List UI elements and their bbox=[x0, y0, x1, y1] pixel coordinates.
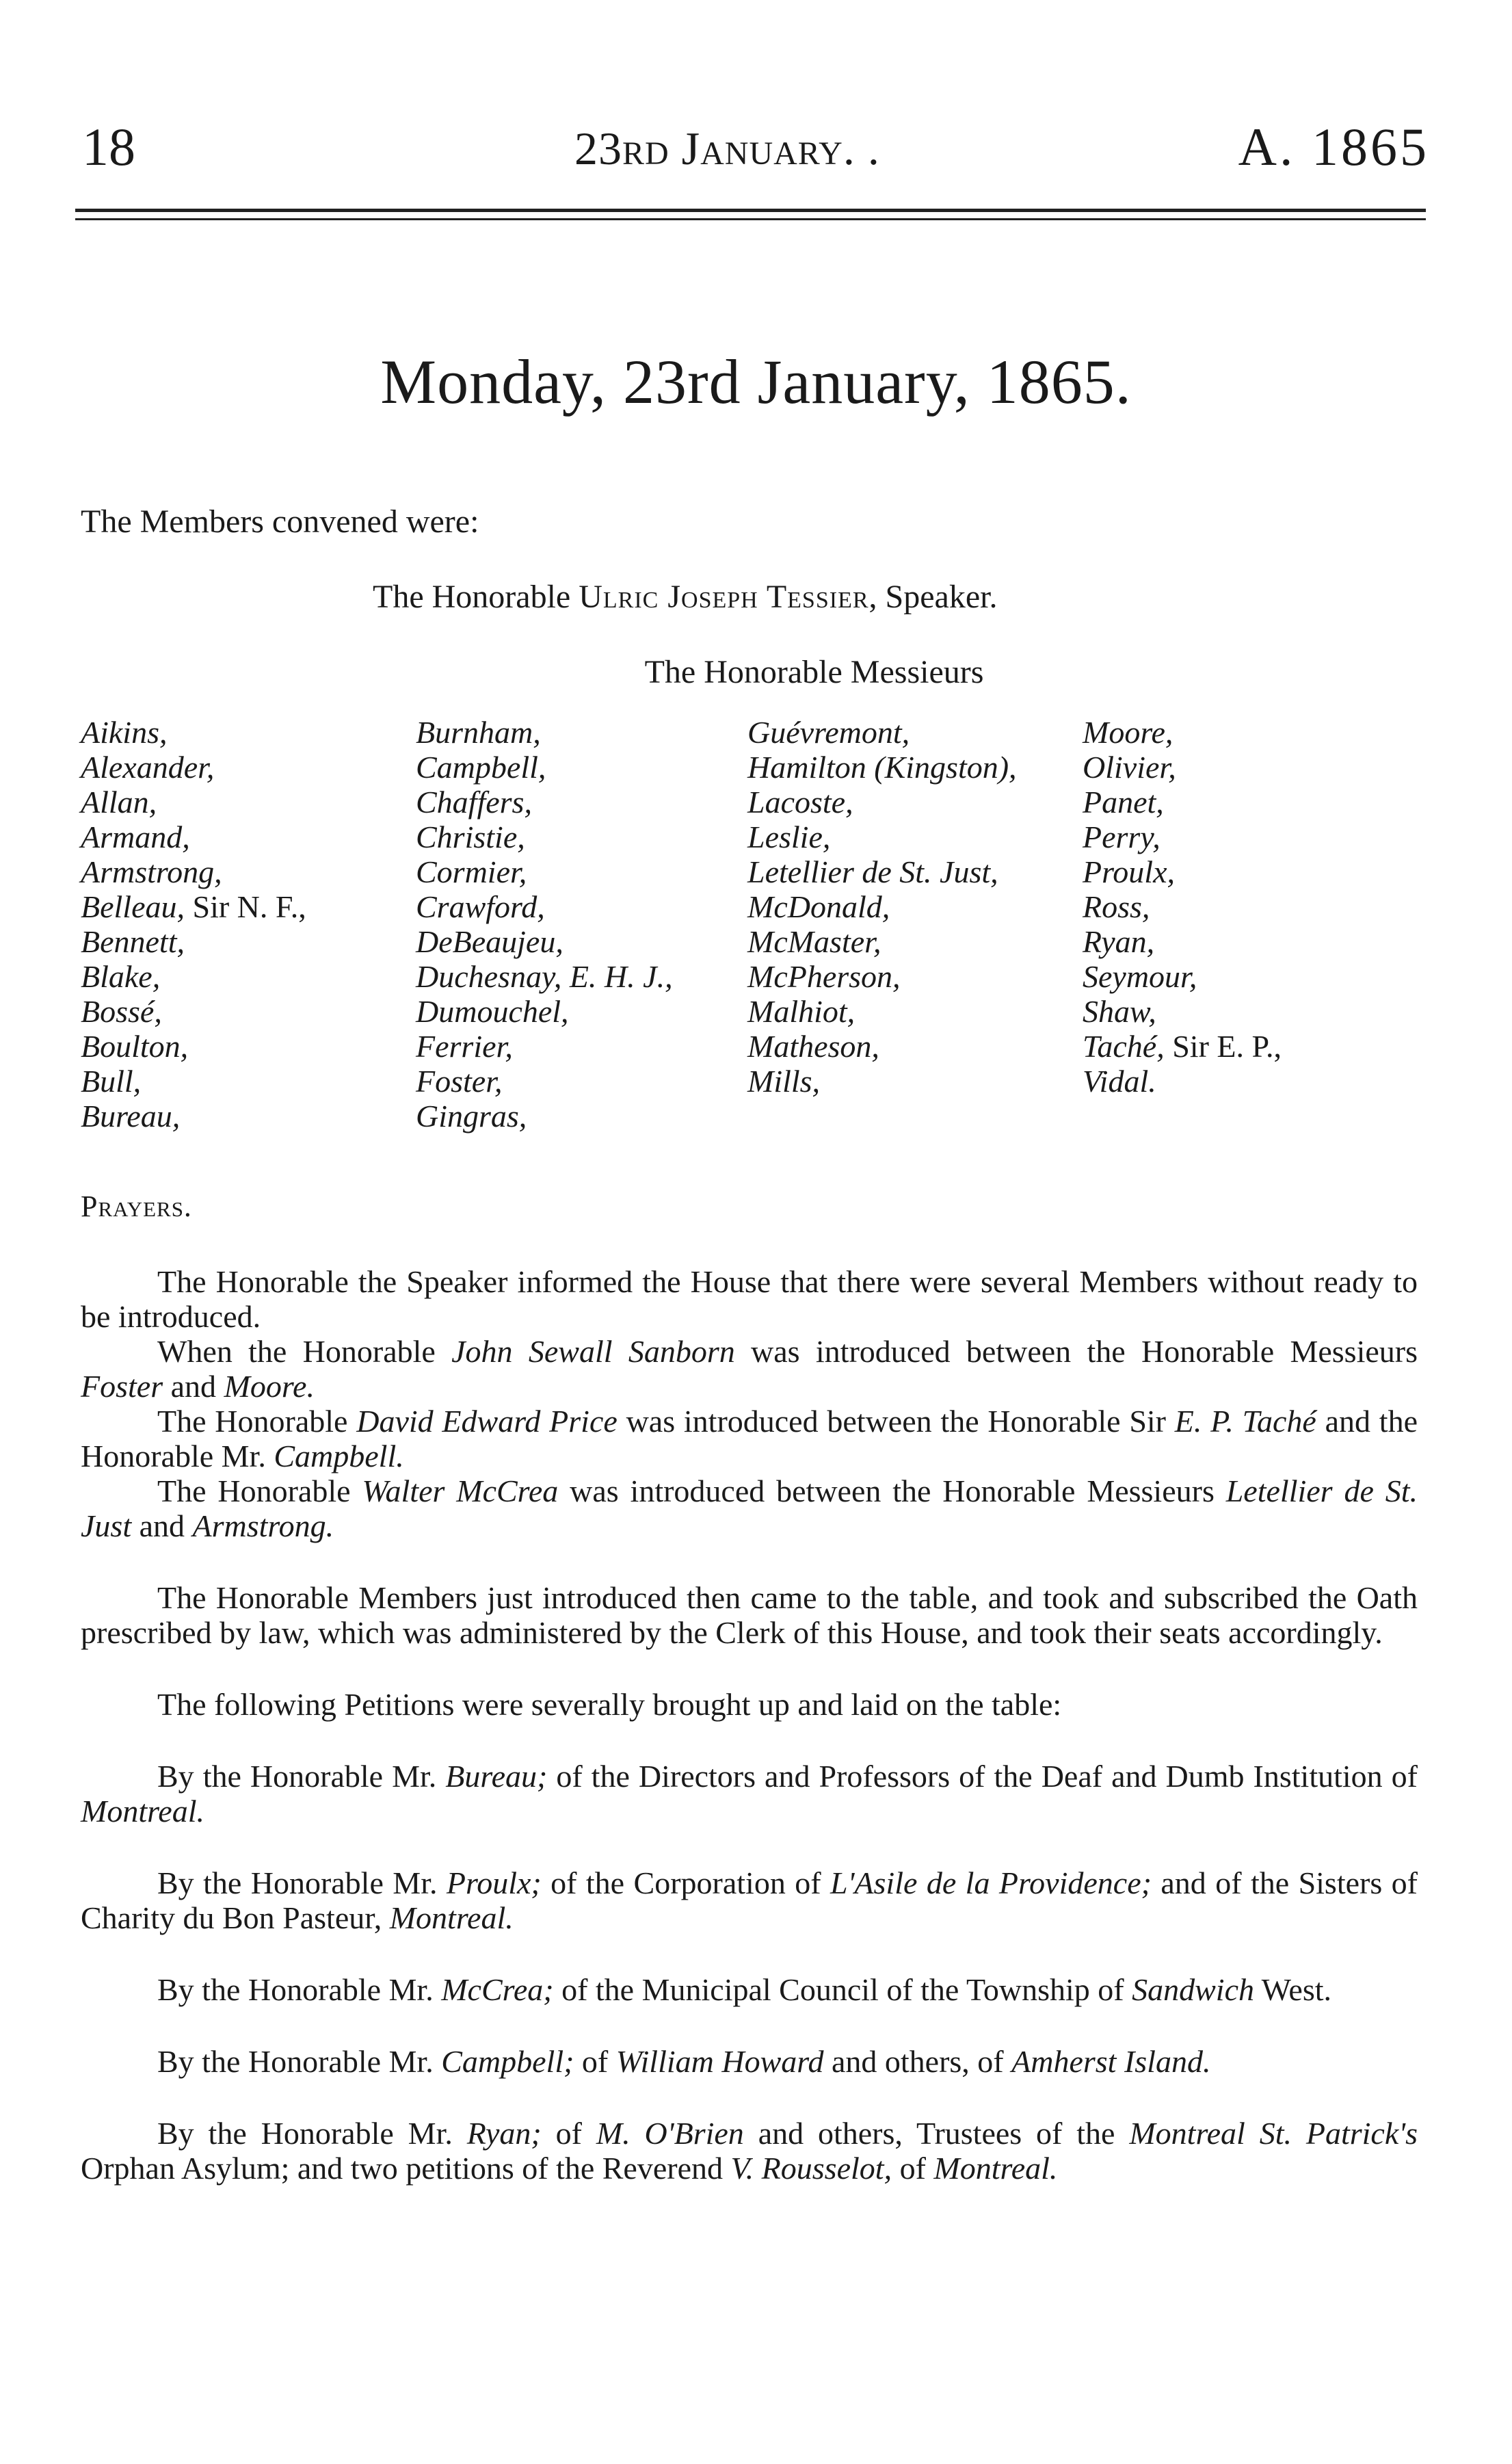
speaker-line bbox=[373, 578, 997, 616]
petition-proulx: By the Honorable Mr. Proulx; of the Corporation of L'Asile de la Providence; and of the Sisters of Charity du Bon Pasteur, Montreal. bbox=[81, 1865, 1418, 1935]
member-name: Bossé, bbox=[81, 994, 162, 1029]
paragraph-petitions-intro: The following Petitions were severally brought up and laid on the table: bbox=[157, 1687, 1062, 1722]
member-name: Foster, bbox=[416, 1064, 503, 1099]
member-name: Matheson, bbox=[747, 1029, 879, 1064]
member-name: Campbell, bbox=[416, 750, 546, 785]
member-name: Aikins, bbox=[81, 715, 168, 750]
paragraph-speaker-informed: The Honorable the Speaker informed the House that there were several Members without ready to be introduced. bbox=[81, 1264, 1418, 1334]
paragraph-mccrea: The Honorable Walter McCrea was introduced between the Honorable Messieurs Letellier de St. Just and Armstrong. bbox=[81, 1473, 1418, 1543]
member-name: Malhiot, bbox=[747, 994, 856, 1029]
member-name: Lacoste, bbox=[747, 785, 853, 820]
member-name: Ferrier, bbox=[416, 1029, 513, 1064]
member-name: Vidal. bbox=[1083, 1064, 1156, 1099]
member-name: Panet, bbox=[1083, 785, 1164, 820]
petition-ryan: By the Honorable Mr. Ryan; of M. O'Brien and others, Trustees of the Montreal St. Patrick's Orphan Asylum; and two petitions of the Reverend V. Rousselot, of Montreal. bbox=[81, 2116, 1418, 2186]
member-name: Bull, bbox=[81, 1064, 142, 1099]
member-name: McMaster, bbox=[747, 924, 881, 959]
member-name: Chaffers, bbox=[416, 785, 532, 820]
member-name: DeBeaujeu, bbox=[416, 924, 563, 959]
member-name: Dumouchel, bbox=[416, 994, 569, 1029]
petition-campbell: By the Honorable Mr. Campbell; of William Howard and others, of Amherst Island. bbox=[157, 2044, 1211, 2079]
running-title: 23rd January. . bbox=[574, 122, 880, 174]
members-column-4 bbox=[1083, 715, 1282, 1099]
header-rule bbox=[75, 209, 1426, 220]
member-name: Ross, bbox=[1083, 889, 1150, 924]
member-name: Cormier, bbox=[416, 854, 527, 889]
member-name: Guévremont, bbox=[747, 715, 910, 750]
member-name: Armand, bbox=[81, 820, 190, 854]
running-year: A. 1865 bbox=[1238, 117, 1429, 176]
member-name: Leslie, bbox=[747, 820, 831, 854]
member-name: McPherson, bbox=[747, 959, 901, 994]
member-name: Crawford, bbox=[416, 889, 545, 924]
member-name: Burnham, bbox=[416, 715, 541, 750]
member-name: Gingras, bbox=[416, 1099, 527, 1133]
member-name: Christie, bbox=[416, 820, 525, 854]
running-head bbox=[82, 109, 1429, 185]
prayers-heading: Prayers. bbox=[81, 1190, 192, 1223]
members-column-1 bbox=[81, 715, 306, 1133]
member-name: Bureau, bbox=[81, 1099, 181, 1133]
member-name: Seymour, bbox=[1083, 959, 1197, 994]
member-name: Hamilton (Kingston), bbox=[747, 750, 1017, 785]
members-column-2 bbox=[416, 715, 673, 1133]
speaker-name: Ulric Joseph Tessier bbox=[579, 579, 869, 615]
petition-mccrea: By the Honorable Mr. McCrea; of the Municipal Council of the Township of Sandwich West. bbox=[157, 1972, 1332, 2007]
petition-bureau: By the Honorable Mr. Bureau; of the Directors and Professors of the Deaf and Dumb Institution of Montreal. bbox=[81, 1759, 1418, 1829]
member-name: Allan, bbox=[81, 785, 157, 820]
members-column-3 bbox=[747, 715, 1017, 1099]
paragraph-oath: The Honorable Members just introduced then came to the table, and took and subscribed the Oath prescribed by law, which was administered by the Clerk of this House, and took their seats accordingly. bbox=[81, 1580, 1418, 1650]
paragraph-sanborn: When the Honorable John Sewall Sanborn was introduced between the Honorable Messieurs Foster and Moore. bbox=[81, 1334, 1418, 1404]
speaker-prefix: The Honorable bbox=[373, 579, 571, 615]
date-title: Monday, 23rd January, 1865. bbox=[380, 347, 1132, 417]
member-name: Proulx, bbox=[1083, 854, 1175, 889]
member-name: Alexander, bbox=[81, 750, 215, 785]
messieurs-heading: The Honorable Messieurs bbox=[644, 654, 984, 690]
paragraph-price: The Honorable David Edward Price was introduced between the Honorable Sir E. P. Taché and the Honorable Mr. Campbell. bbox=[81, 1404, 1418, 1473]
member-name: Letellier de St. Just, bbox=[747, 854, 998, 889]
member-name: Olivier, bbox=[1083, 750, 1176, 785]
page-number: 18 bbox=[82, 117, 135, 176]
member-name: Belleau, Sir N. F., bbox=[81, 889, 306, 924]
member-name: Ryan, bbox=[1083, 924, 1155, 959]
member-name: Duchesnay, E. H. J., bbox=[416, 959, 673, 994]
speaker-suffix: , Speaker. bbox=[868, 579, 998, 615]
intro-line: The Members convened were: bbox=[81, 503, 479, 540]
member-name: Bennett, bbox=[81, 924, 185, 959]
member-name: Shaw, bbox=[1083, 994, 1156, 1029]
proceedings-text bbox=[81, 1264, 1418, 2186]
member-name: Taché, Sir E. P., bbox=[1083, 1029, 1282, 1064]
member-name: Boulton, bbox=[81, 1029, 189, 1064]
member-name: Blake, bbox=[81, 959, 161, 994]
member-name: McDonald, bbox=[747, 889, 890, 924]
member-name: Perry, bbox=[1083, 820, 1160, 854]
member-name: Moore, bbox=[1083, 715, 1173, 750]
member-name: Mills, bbox=[747, 1064, 821, 1099]
member-name: Armstrong, bbox=[81, 854, 222, 889]
members-list bbox=[81, 715, 1435, 1153]
